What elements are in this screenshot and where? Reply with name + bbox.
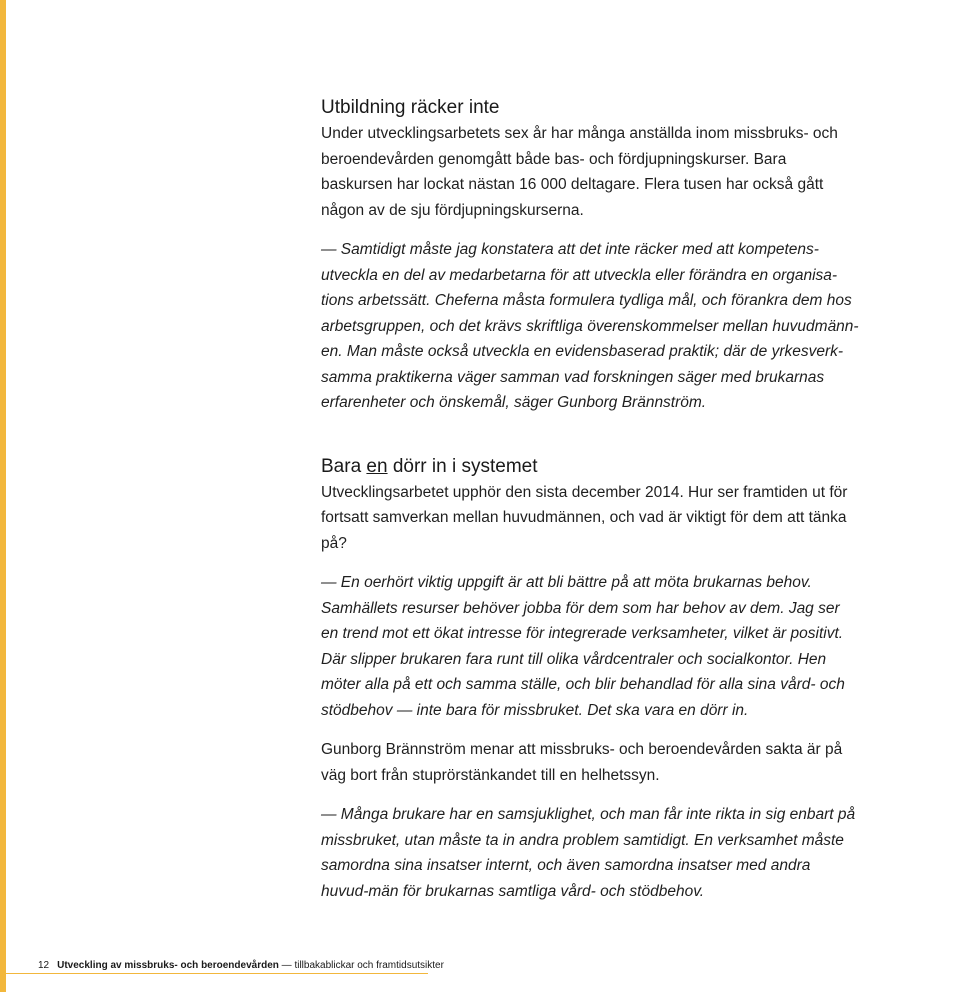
section-heading-education: Utbildning räcker inte <box>321 97 500 118</box>
quote-competence: — Samtidigt måste jag konstatera att det inte räcker med att kompetens-utveckla en del av medarbetarna för att utveckla eller förändra en organisa-tions arbetssätt. Cheferna måsta formulera tydliga mål, och förankra dem hos arbetsgruppen, och det krävs skriftliga överenskommelser mellan huvudmänn-en. Man måste också utveckla en evidensbaserad praktik; där de yrkesverk-samma praktikerna väger samman vad forskningen säger med brukarnas erfarenheter och önskemål, säger Gunborg Brännström. <box>321 241 859 411</box>
paragraph-future-question: Utvecklingsarbetet upphör den sista december 2014. Hur ser framtiden ut för fortsatt samverkan mellan huvudmännen, och vad är viktigt för dem att tänka på? <box>321 483 848 552</box>
accent-margin-bar <box>0 0 6 992</box>
section-education <box>321 95 861 416</box>
footer-rule <box>0 973 428 974</box>
page-number: 12 <box>38 960 50 971</box>
section-one-door <box>321 454 861 905</box>
quote-integrated-services: — En oerhört viktig uppgift är att bli bättre på att möta brukarnas behov. Samhällets resurser behöver jobba för dem som har behov av dem. Jag ser en trend mot ett ökat intresse för integrerade verksamheter, vilket är positivt. Där slipper brukaren fara runt till olika vårdcentraler och socialkontor. Hen möter alla på ett och samma ställe, och blir behandlad för alla sina vård- och stödbehov — inte bara för missbruket. Det ska vara en dörr in. <box>321 574 845 719</box>
quote-comorbidity: — Många brukare har en samsjuklighet, och man får inte rikta in sig enbart på missbruket, utan måste ta in andra problem samtidigt. En verksamhet måste samordna sina insatser internt, och även samordna insatser med andra huvud-män för brukarnas samtliga vård- och stödbehov. <box>321 806 856 900</box>
paragraph-holistic-view: Gunborg Brännström menar att missbruks- och beroendevården sakta är på väg bort från stuprörstänkandet till en helhetssyn. <box>321 741 843 784</box>
footer-subtitle: tillbakablickar och framtidsutsikter <box>294 960 444 971</box>
heading-text-start: Bara <box>321 455 367 477</box>
article-content <box>321 95 861 904</box>
page-footer <box>38 959 444 973</box>
footer-separator: — <box>278 960 295 971</box>
paragraph-education-intro: Under utvecklingsarbetets sex år har många anställda inom missbruks- och beroendevården genomgått både bas- och fördjupningskurser. Bara baskursen har lockat nästan 16 000 deltagare. Flera tusen har också gått någon av de sju fördjupningskurserna. <box>321 125 838 219</box>
footer-publication-title: Utveckling av missbruks- och beroendevården <box>57 960 279 971</box>
section-heading-one-door <box>321 454 861 480</box>
heading-text-end: dörr in i systemet <box>387 455 538 477</box>
heading-text-underlined: en <box>366 455 388 477</box>
